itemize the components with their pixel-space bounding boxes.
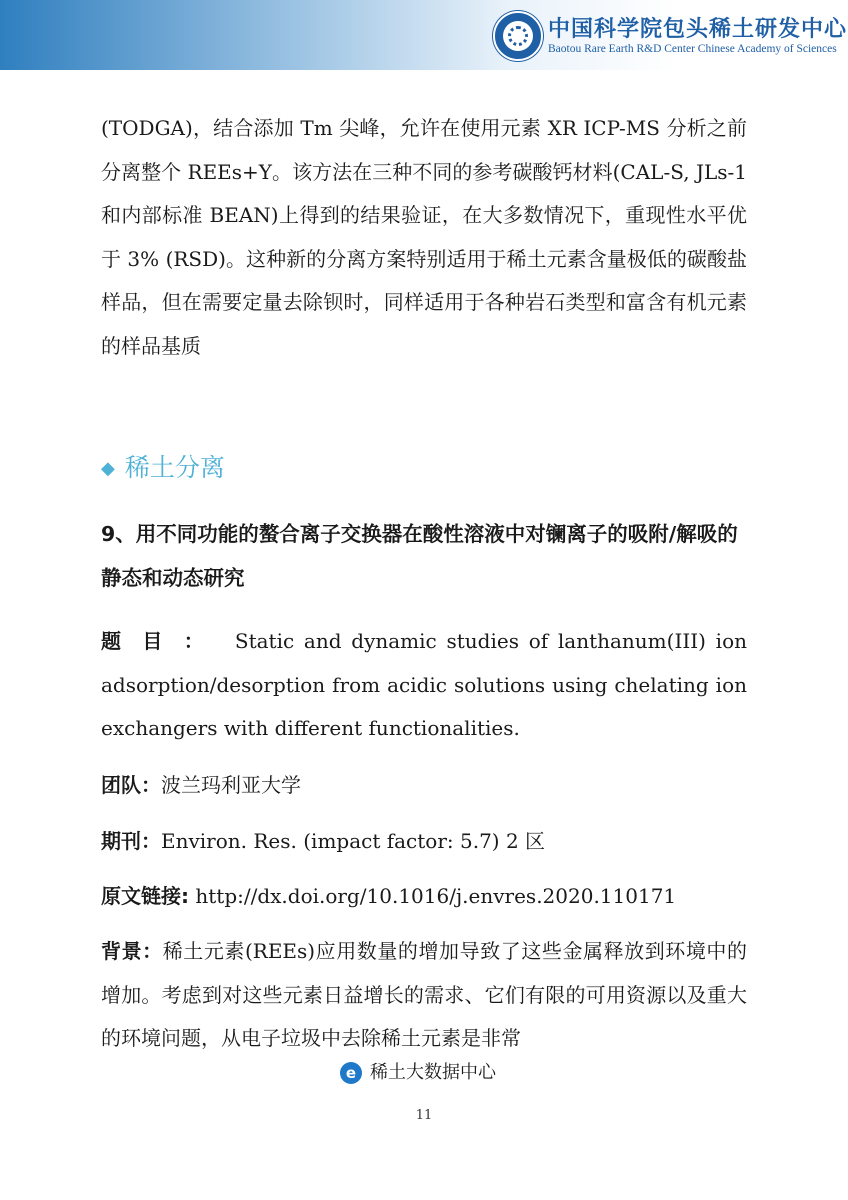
journal-label: 期刊： bbox=[101, 829, 161, 853]
rare-earth-data-logo-icon: e bbox=[340, 1062, 362, 1084]
title-value: Static and dynamic studies of lanthanum(III) ion adsorption/desorption from acidic solutions using chelating ion exchangers with different functionalities. bbox=[101, 629, 748, 740]
link-field bbox=[101, 875, 747, 919]
diamond-bullet-icon: ◆ bbox=[101, 458, 115, 479]
team-field bbox=[101, 764, 747, 808]
footer-brand-text: 稀土大数据中心 bbox=[370, 1062, 496, 1083]
cas-seal-logo-icon bbox=[493, 11, 543, 61]
link-label: 原文链接: bbox=[101, 884, 189, 908]
doi-link[interactable]: http://dx.doi.org/10.1016/j.envres.2020.110171 bbox=[195, 884, 677, 908]
section-title: 稀土分离 bbox=[124, 453, 225, 482]
continued-paragraph: (TODGA)，结合添加 Tm 尖峰，允许在使用元素 XR ICP-MS 分析之前分离整个 REEs+Y。该方法在三种不同的参考碳酸钙材料(CAL-S, JLs-1 和内部标准 BEAN)上得到的结果验证，在大多数情况下，重现性水平优于 3% (RSD)。这种新的分离方案特别适用于稀土元素含量极低的碳酸盐样品，但在需要定量去除钡时，同样适用于各种岩石类型和富含有机元素的样品基质 bbox=[101, 116, 747, 358]
footer-brand bbox=[340, 1058, 496, 1086]
title-field bbox=[101, 620, 747, 751]
background-field bbox=[101, 930, 747, 1061]
article-heading: 9、用不同功能的螯合离子交换器在酸性溶液中对镧离子的吸附/解吸的静态和动态研究 bbox=[101, 522, 738, 590]
page-header bbox=[0, 0, 848, 70]
background-label: 背景： bbox=[101, 939, 163, 963]
section-heading bbox=[101, 448, 225, 484]
team-value: 波兰玛利亚大学 bbox=[161, 773, 301, 797]
title-label: 题目： bbox=[101, 629, 226, 653]
team-label: 团队： bbox=[101, 773, 161, 797]
continued-text-block bbox=[101, 107, 747, 368]
journal-value: Environ. Res. (impact factor: 5.7) 2 区 bbox=[161, 829, 546, 853]
org-name-cn: 中国科学院包头稀土研发中心 bbox=[548, 17, 848, 42]
background-value: 稀土元素(REEs)应用数量的增加导致了这些金属释放到环境中的增加。考虑到对这些元素日益增长的需求、它们有限的可用资源以及重大的环境问题，从电子垃圾中去除稀土元素是非常 bbox=[101, 939, 747, 1050]
org-name-en: Baotou Rare Earth R&D Center Chinese Academy of Sciences bbox=[548, 43, 837, 55]
page-number: 11 bbox=[415, 1108, 433, 1123]
journal-field bbox=[101, 820, 747, 864]
